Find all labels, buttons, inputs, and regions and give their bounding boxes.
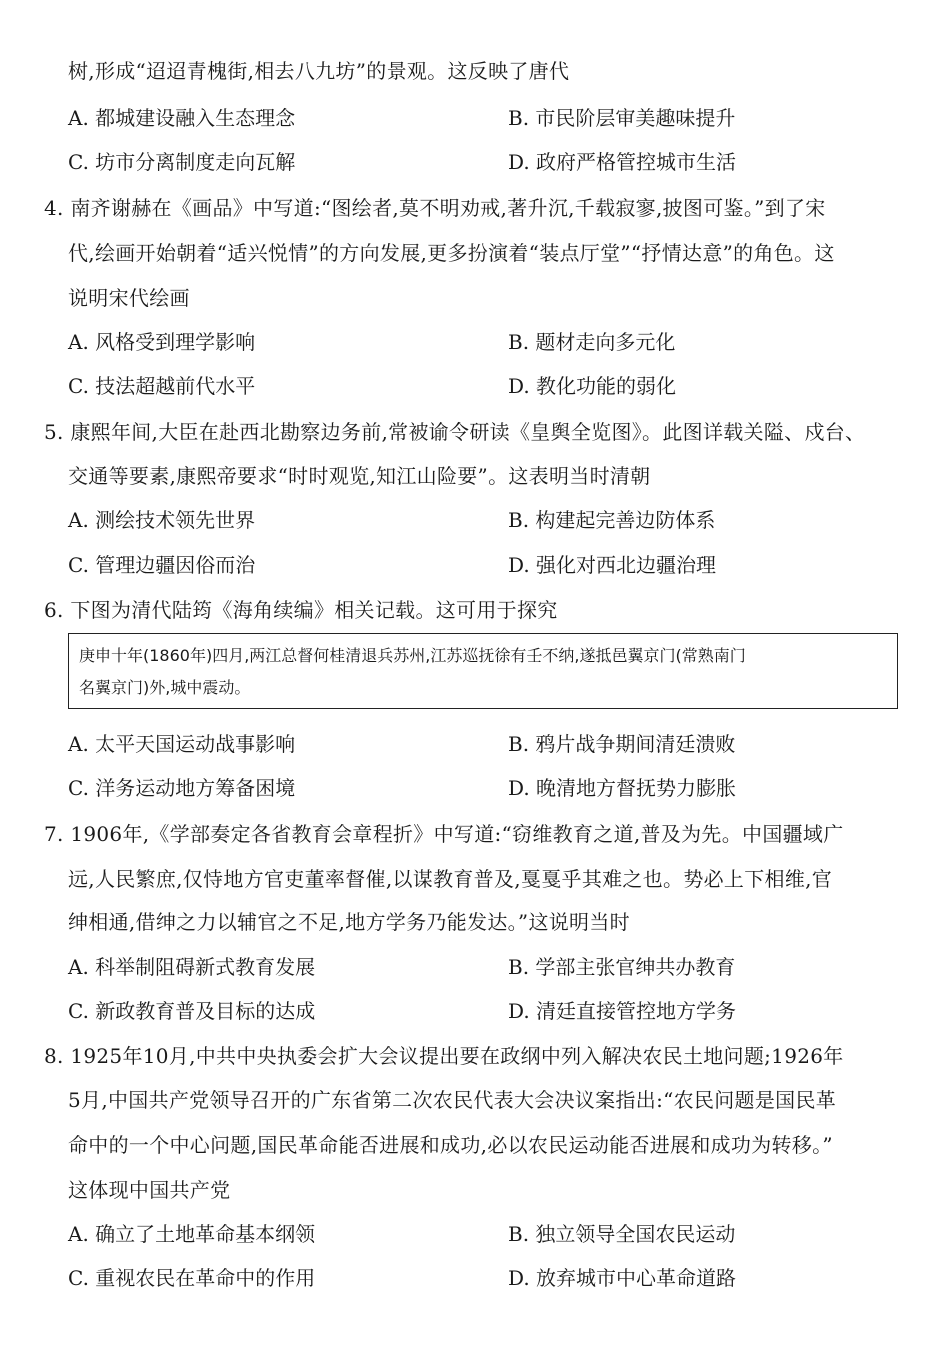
q7-stem-line: 远,人民繁庶,仅恃地方官吏董率督催,以谋教育普及,戛戛乎其难之也。势必上下相维,官	[68, 867, 833, 891]
q8-option-c: C. 重视农民在革命中的作用	[68, 1266, 316, 1290]
q7-option-d: D. 清廷直接管控地方学务	[508, 999, 737, 1023]
q4-option-a: A. 风格受到理学影响	[68, 330, 256, 354]
q6-option-a: A. 太平天国运动战事影响	[68, 732, 296, 756]
q5-option-b: B. 构建起完善边防体系	[508, 508, 716, 532]
q8-stem-line: 命中的一个中心问题,国民革命能否进展和成功,必以农民运动能否进展和成功为转移。”	[68, 1133, 833, 1157]
q8-stem-line: 8. 1925年10月,中共中央执委会扩大会议提出要在政纲中列入解决农民土地问题;1926年	[44, 1044, 844, 1068]
q5-option-d: D. 强化对西北边疆治理	[508, 553, 717, 577]
q3-option-c: C. 坊市分离制度走向瓦解	[68, 150, 296, 174]
q4-option-c: C. 技法超越前代水平	[68, 374, 256, 398]
q3-option-a: A. 都城建设融入生态理念	[68, 106, 296, 130]
q5-option-c: C. 管理边疆因俗而治	[68, 553, 256, 577]
q4-option-b: B. 题材走向多元化	[508, 330, 676, 354]
q6-source-box	[68, 633, 898, 709]
q8-option-d: D. 放弃城市中心革命道路	[508, 1266, 737, 1290]
q7-stem-line: 绅相通,借绅之力以辅官之不足,地方学务乃能发达。”这说明当时	[68, 910, 630, 934]
q8-stem-line: 5月,中国共产党领导召开的广东省第二次农民代表大会决议案指出:“农民问题是国民革	[68, 1088, 837, 1112]
q3-option-b: B. 市民阶层审美趣味提升	[508, 106, 736, 130]
q6-option-b: B. 鸦片战争期间清廷溃败	[508, 732, 736, 756]
q8-option-b: B. 独立领导全国农民运动	[508, 1222, 736, 1246]
q6-option-c: C. 洋务运动地方筹备困境	[68, 776, 296, 800]
q7-stem-line: 7. 1906年,《学部奏定各省教育会章程折》中写道:“窃维教育之道,普及为先。中国疆域广	[44, 822, 844, 846]
q6-option-d: D. 晚清地方督抚势力膨胀	[508, 776, 737, 800]
q6-stem-line: 6. 下图为清代陆筠《海角续编》相关记载。这可用于探究	[44, 598, 558, 622]
q4-stem-line: 代,绘画开始朝着“适兴悦情”的方向发展,更多扮演着“装点厅堂”“抒情达意”的角色。这	[68, 241, 835, 265]
q3-option-d: D. 政府严格管控城市生活	[508, 150, 737, 174]
q6-source-line: 名翼京门)外,城中震动。	[79, 678, 251, 697]
q3-stem-line: 树,形成“迢迢青槐街,相去八九坊”的景观。这反映了唐代	[68, 59, 570, 83]
q5-stem-line: 交通等要素,康熙帝要求“时时观览,知江山险要”。这表明当时清朝	[68, 464, 651, 488]
q4-stem-line: 4. 南齐谢赫在《画品》中写道:“图绘者,莫不明劝戒,著升沉,千载寂寥,披图可鉴。”到了宋	[44, 196, 826, 220]
q8-option-a: A. 确立了土地革命基本纲领	[68, 1222, 316, 1246]
q5-option-a: A. 测绘技术领先世界	[68, 508, 256, 532]
q4-stem-line: 说明宋代绘画	[68, 286, 190, 310]
q8-stem-line: 这体现中国共产党	[68, 1178, 231, 1202]
q7-option-b: B. 学部主张官绅共办教育	[508, 955, 736, 979]
q7-option-c: C. 新政教育普及目标的达成	[68, 999, 316, 1023]
q7-option-a: A. 科举制阻碍新式教育发展	[68, 955, 316, 979]
q6-source-line: 庚申十年(1860年)四月,两江总督何桂清退兵苏州,江苏巡抚徐有壬不纳,遂抵邑翼京门(常熟南门	[79, 646, 746, 665]
q4-option-d: D. 教化功能的弱化	[508, 374, 677, 398]
q5-stem-line: 5. 康熙年间,大臣在赴西北勘察边务前,常被谕令研读《皇舆全览图》。此图详载关隘、戍台、	[44, 420, 866, 444]
